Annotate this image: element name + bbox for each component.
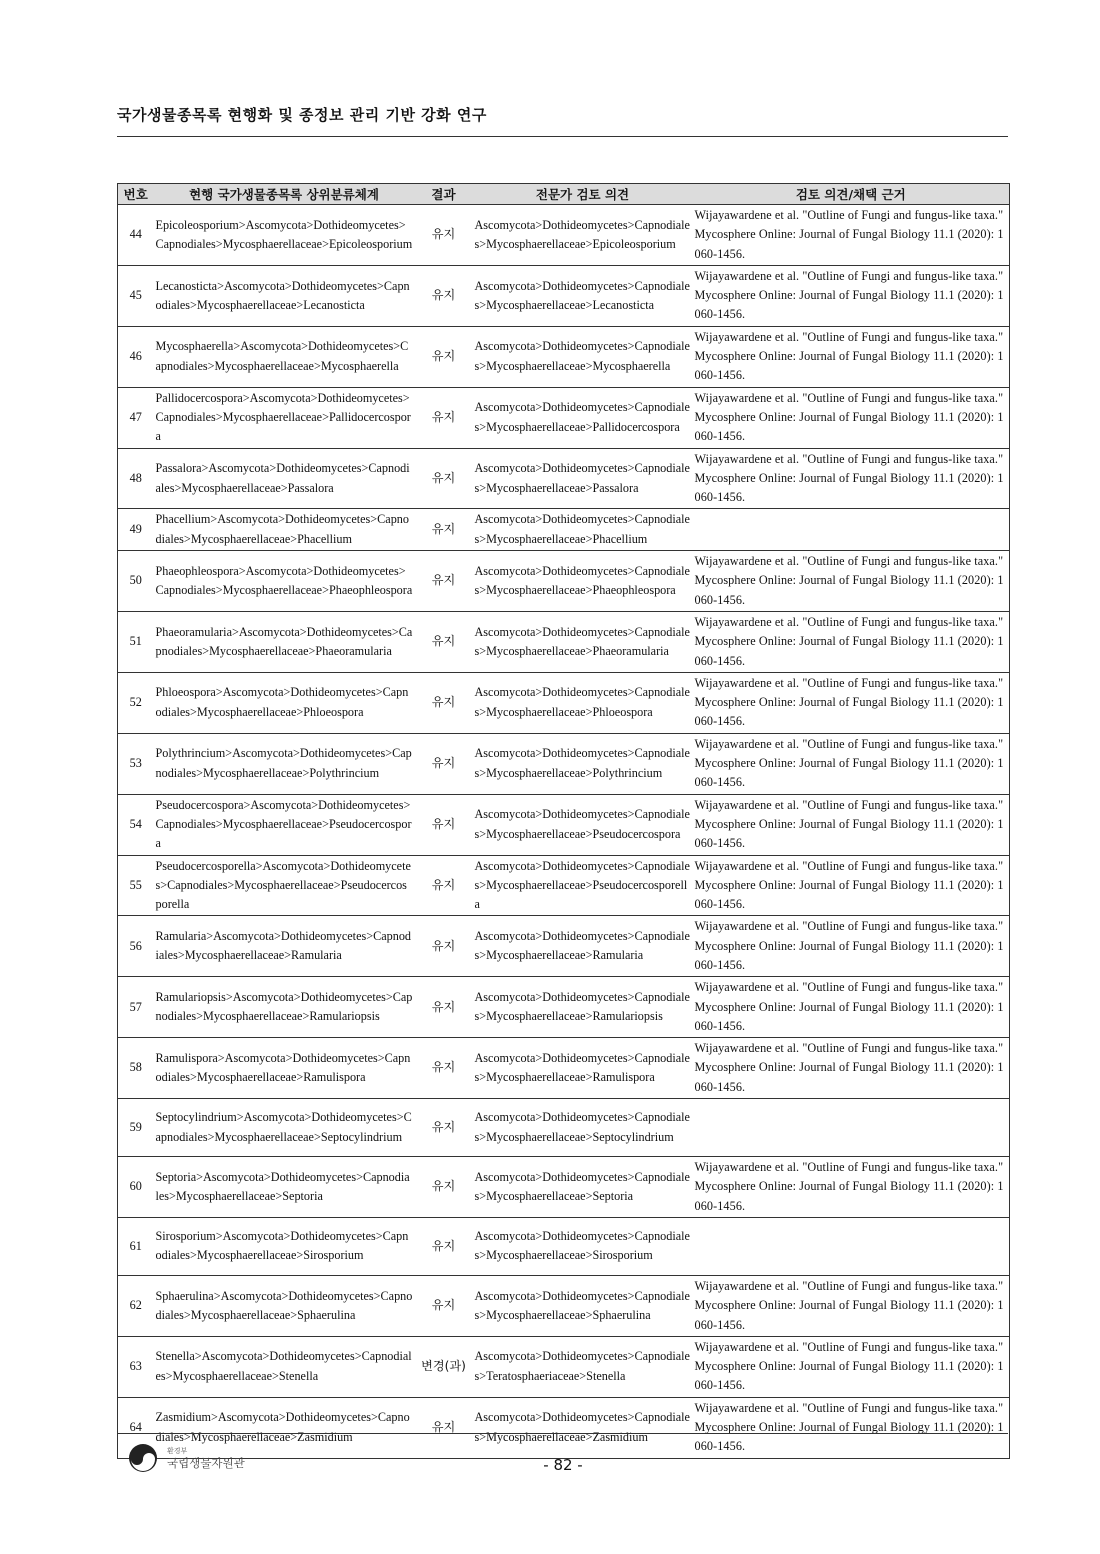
- table-row: [118, 794, 1010, 855]
- table-row: [118, 509, 1010, 551]
- adoption-basis: Wijayawardene et al. "Outline of Fungi and fungus-like taxa." Mycosphere Online: Journal of Fungal Biology 11.1 (2020): 1060-1456.: [693, 205, 1010, 266]
- review-result: 변경(과): [415, 1336, 473, 1397]
- adoption-basis: Wijayawardene et al. "Outline of Fungi and fungus-like taxa." Mycosphere Online: Journal of Fungal Biology 11.1 (2020): 1060-1456.: [693, 1397, 1010, 1458]
- table-row: [118, 1038, 1010, 1099]
- expert-opinion: Ascomycota>Dothideomycetes>Capnodiales>Mycosphaerellaceae>Polythrincium: [473, 733, 693, 794]
- adoption-basis: [693, 509, 1010, 551]
- adoption-basis: Wijayawardene et al. "Outline of Fungi and fungus-like taxa." Mycosphere Online: Journal of Fungal Biology 11.1 (2020): 1060-1456.: [693, 551, 1010, 612]
- review-result: 유지: [415, 1397, 473, 1458]
- expert-opinion: Ascomycota>Dothideomycetes>Capnodiales>Mycosphaerellaceae>Sphaerulina: [473, 1275, 693, 1336]
- review-result: 유지: [415, 1099, 473, 1157]
- review-result: 유지: [415, 265, 473, 326]
- table-row: [118, 387, 1010, 448]
- current-classification: Ramulariopsis>Ascomycota>Dothideomycetes>Capnodiales>Mycosphaerellaceae>Ramulariopsis: [154, 977, 415, 1038]
- current-classification: Stenella>Ascomycota>Dothideomycetes>Capnodiales>Mycosphaerellaceae>Stenella: [154, 1336, 415, 1397]
- current-classification: Pseudocercosporella>Ascomycota>Dothideomycetes>Capnodiales>Mycosphaerellaceae>Pseudocercosporella: [154, 855, 415, 916]
- current-classification: Phacellium>Ascomycota>Dothideomycetes>Capnodiales>Mycosphaerellaceae>Phacellium: [154, 509, 415, 551]
- adoption-basis: [693, 1217, 1010, 1275]
- expert-opinion: Ascomycota>Dothideomycetes>Capnodiales>Mycosphaerellaceae>Septoria: [473, 1157, 693, 1218]
- row-number: 52: [118, 672, 154, 733]
- adoption-basis: Wijayawardene et al. "Outline of Fungi and fungus-like taxa." Mycosphere Online: Journal of Fungal Biology 11.1 (2020): 1060-1456.: [693, 1038, 1010, 1099]
- review-result: 유지: [415, 733, 473, 794]
- adoption-basis: Wijayawardene et al. "Outline of Fungi and fungus-like taxa." Mycosphere Online: Journal of Fungal Biology 11.1 (2020): 1060-1456.: [693, 977, 1010, 1038]
- row-number: 63: [118, 1336, 154, 1397]
- current-classification: Septoria>Ascomycota>Dothideomycetes>Capnodiales>Mycosphaerellaceae>Septoria: [154, 1157, 415, 1218]
- row-number: 60: [118, 1157, 154, 1218]
- taxonomy-review-table: [117, 183, 1010, 1459]
- table-row: [118, 855, 1010, 916]
- expert-opinion: Ascomycota>Dothideomycetes>Capnodiales>Mycosphaerellaceae>Phacellium: [473, 509, 693, 551]
- row-number: 64: [118, 1397, 154, 1458]
- current-classification: Pallidocercospora>Ascomycota>Dothideomycetes>Capnodiales>Mycosphaerellaceae>Pallidocercospora: [154, 387, 415, 448]
- table-row: [118, 1217, 1010, 1275]
- adoption-basis: Wijayawardene et al. "Outline of Fungi and fungus-like taxa." Mycosphere Online: Journal of Fungal Biology 11.1 (2020): 1060-1456.: [693, 733, 1010, 794]
- row-number: 46: [118, 326, 154, 387]
- expert-opinion: Ascomycota>Dothideomycetes>Capnodiales>Mycosphaerellaceae>Sirosporium: [473, 1217, 693, 1275]
- row-number: 53: [118, 733, 154, 794]
- table-row: [118, 265, 1010, 326]
- adoption-basis: Wijayawardene et al. "Outline of Fungi and fungus-like taxa." Mycosphere Online: Journal of Fungal Biology 11.1 (2020): 1060-1456.: [693, 611, 1010, 672]
- row-number: 56: [118, 916, 154, 977]
- row-number: 57: [118, 977, 154, 1038]
- table-row: [118, 448, 1010, 509]
- expert-opinion: Ascomycota>Dothideomycetes>Capnodiales>Mycosphaerellaceae>Phaeophleospora: [473, 551, 693, 612]
- row-number: 61: [118, 1217, 154, 1275]
- expert-opinion: Ascomycota>Dothideomycetes>Capnodiales>Mycosphaerellaceae>Ramulariopsis: [473, 977, 693, 1038]
- page-number: - 82 -: [543, 1456, 583, 1474]
- adoption-basis: Wijayawardene et al. "Outline of Fungi and fungus-like taxa." Mycosphere Online: Journal of Fungal Biology 11.1 (2020): 1060-1456.: [693, 387, 1010, 448]
- table-row: [118, 205, 1010, 266]
- table-row: [118, 551, 1010, 612]
- adoption-basis: Wijayawardene et al. "Outline of Fungi and fungus-like taxa." Mycosphere Online: Journal of Fungal Biology 11.1 (2020): 1060-1456.: [693, 448, 1010, 509]
- expert-opinion: Ascomycota>Dothideomycetes>Capnodiales>Mycosphaerellaceae>Pallidocercospora: [473, 387, 693, 448]
- current-classification: Ramulispora>Ascomycota>Dothideomycetes>Capnodiales>Mycosphaerellaceae>Ramulispora: [154, 1038, 415, 1099]
- taegeuk-logo-icon: [127, 1442, 159, 1474]
- current-classification: Ramularia>Ascomycota>Dothideomycetes>Capnodiales>Mycosphaerellaceae>Ramularia: [154, 916, 415, 977]
- review-result: 유지: [415, 855, 473, 916]
- review-result: 유지: [415, 1275, 473, 1336]
- organization-name: 국립생물자원관: [167, 1456, 245, 1470]
- row-number: 55: [118, 855, 154, 916]
- table-header-row: [118, 184, 1010, 205]
- adoption-basis: [693, 1099, 1010, 1157]
- row-number: 59: [118, 1099, 154, 1157]
- current-classification: Polythrincium>Ascomycota>Dothideomycetes>Capnodiales>Mycosphaerellaceae>Polythrincium: [154, 733, 415, 794]
- row-number: 49: [118, 509, 154, 551]
- table-row: [118, 1099, 1010, 1157]
- review-result: 유지: [415, 205, 473, 266]
- adoption-basis: Wijayawardene et al. "Outline of Fungi and fungus-like taxa." Mycosphere Online: Journal of Fungal Biology 11.1 (2020): 1060-1456.: [693, 265, 1010, 326]
- row-number: 62: [118, 1275, 154, 1336]
- current-classification: Mycosphaerella>Ascomycota>Dothideomycetes>Capnodiales>Mycosphaerellaceae>Mycosphaerella: [154, 326, 415, 387]
- current-classification: Passalora>Ascomycota>Dothideomycetes>Capnodiales>Mycosphaerellaceae>Passalora: [154, 448, 415, 509]
- row-number: 54: [118, 794, 154, 855]
- review-result: 유지: [415, 448, 473, 509]
- table-row: [118, 1275, 1010, 1336]
- row-number: 47: [118, 387, 154, 448]
- expert-opinion: Ascomycota>Dothideomycetes>Capnodiales>Mycosphaerellaceae>Mycosphaerella: [473, 326, 693, 387]
- review-result: 유지: [415, 672, 473, 733]
- row-number: 48: [118, 448, 154, 509]
- ministry-label: 환경부: [167, 1447, 188, 1455]
- current-classification: Sphaerulina>Ascomycota>Dothideomycetes>Capnodiales>Mycosphaerellaceae>Sphaerulina: [154, 1275, 415, 1336]
- page-footer: [117, 1433, 1008, 1484]
- current-classification: Epicoleosporium>Ascomycota>Dothideomycetes>Capnodiales>Mycosphaerellaceae>Epicoleosporium: [154, 205, 415, 266]
- col-header-expert-opinion: 전문가 검토 의견: [473, 184, 693, 205]
- expert-opinion: Ascomycota>Dothideomycetes>Capnodiales>Mycosphaerellaceae>Epicoleosporium: [473, 205, 693, 266]
- expert-opinion: Ascomycota>Dothideomycetes>Capnodiales>Mycosphaerellaceae>Phloeospora: [473, 672, 693, 733]
- review-result: 유지: [415, 1217, 473, 1275]
- expert-opinion: Ascomycota>Dothideomycetes>Capnodiales>Mycosphaerellaceae>Passalora: [473, 448, 693, 509]
- col-header-number: 번호: [118, 184, 154, 205]
- expert-opinion: Ascomycota>Dothideomycetes>Capnodiales>Mycosphaerellaceae>Ramularia: [473, 916, 693, 977]
- current-classification: Phaeoramularia>Ascomycota>Dothideomycetes>Capnodiales>Mycosphaerellaceae>Phaeoramularia: [154, 611, 415, 672]
- current-classification: Phaeophleospora>Ascomycota>Dothideomycetes>Capnodiales>Mycosphaerellaceae>Phaeophleospora: [154, 551, 415, 612]
- expert-opinion: Ascomycota>Dothideomycetes>Capnodiales>Mycosphaerellaceae>Zasmidium: [473, 1397, 693, 1458]
- review-result: 유지: [415, 1038, 473, 1099]
- col-header-basis: 검토 의견/채택 근거: [693, 184, 1010, 205]
- current-classification: Pseudocercospora>Ascomycota>Dothideomycetes>Capnodiales>Mycosphaerellaceae>Pseudocercospora: [154, 794, 415, 855]
- review-result: 유지: [415, 326, 473, 387]
- expert-opinion: Ascomycota>Dothideomycetes>Capnodiales>Mycosphaerellaceae>Pseudocercosporella: [473, 855, 693, 916]
- review-result: 유지: [415, 1157, 473, 1218]
- current-classification: Zasmidium>Ascomycota>Dothideomycetes>Capnodiales>Mycosphaerellaceae>Zasmidium: [154, 1397, 415, 1458]
- row-number: 44: [118, 205, 154, 266]
- review-result: 유지: [415, 916, 473, 977]
- expert-opinion: Ascomycota>Dothideomycetes>Capnodiales>Mycosphaerellaceae>Ramulispora: [473, 1038, 693, 1099]
- adoption-basis: Wijayawardene et al. "Outline of Fungi and fungus-like taxa." Mycosphere Online: Journal of Fungal Biology 11.1 (2020): 1060-1456.: [693, 916, 1010, 977]
- adoption-basis: Wijayawardene et al. "Outline of Fungi and fungus-like taxa." Mycosphere Online: Journal of Fungal Biology 11.1 (2020): 1060-1456.: [693, 1157, 1010, 1218]
- review-result: 유지: [415, 977, 473, 1038]
- adoption-basis: Wijayawardene et al. "Outline of Fungi and fungus-like taxa." Mycosphere Online: Journal of Fungal Biology 11.1 (2020): 1060-1456.: [693, 794, 1010, 855]
- col-header-current-classification: 현행 국가생물종목록 상위분류체계: [154, 184, 415, 205]
- table-row: [118, 977, 1010, 1038]
- table-row: [118, 326, 1010, 387]
- adoption-basis: Wijayawardene et al. "Outline of Fungi and fungus-like taxa." Mycosphere Online: Journal of Fungal Biology 11.1 (2020): 1060-1456.: [693, 855, 1010, 916]
- table-row: [118, 672, 1010, 733]
- current-classification: Phloeospora>Ascomycota>Dothideomycetes>Capnodiales>Mycosphaerellaceae>Phloeospora: [154, 672, 415, 733]
- expert-opinion: Ascomycota>Dothideomycetes>Capnodiales>Mycosphaerellaceae>Lecanosticta: [473, 265, 693, 326]
- adoption-basis: Wijayawardene et al. "Outline of Fungi and fungus-like taxa." Mycosphere Online: Journal of Fungal Biology 11.1 (2020): 1060-1456.: [693, 326, 1010, 387]
- current-classification: Lecanosticta>Ascomycota>Dothideomycetes>Capnodiales>Mycosphaerellaceae>Lecanosticta: [154, 265, 415, 326]
- table-row: [118, 1336, 1010, 1397]
- table-row: [118, 733, 1010, 794]
- table-row: [118, 1157, 1010, 1218]
- review-result: 유지: [415, 794, 473, 855]
- row-number: 58: [118, 1038, 154, 1099]
- adoption-basis: Wijayawardene et al. "Outline of Fungi and fungus-like taxa." Mycosphere Online: Journal of Fungal Biology 11.1 (2020): 1060-1456.: [693, 1336, 1010, 1397]
- row-number: 50: [118, 551, 154, 612]
- expert-opinion: Ascomycota>Dothideomycetes>Capnodiales>Mycosphaerellaceae>Phaeoramularia: [473, 611, 693, 672]
- table-row: [118, 611, 1010, 672]
- expert-opinion: Ascomycota>Dothideomycetes>Capnodiales>Teratosphaeriaceae>Stenella: [473, 1336, 693, 1397]
- table-body: [118, 205, 1010, 1459]
- expert-opinion: Ascomycota>Dothideomycetes>Capnodiales>Mycosphaerellaceae>Septocylindrium: [473, 1099, 693, 1157]
- adoption-basis: Wijayawardene et al. "Outline of Fungi and fungus-like taxa." Mycosphere Online: Journal of Fungal Biology 11.1 (2020): 1060-1456.: [693, 1275, 1010, 1336]
- expert-opinion: Ascomycota>Dothideomycetes>Capnodiales>Mycosphaerellaceae>Pseudocercospora: [473, 794, 693, 855]
- review-result: 유지: [415, 551, 473, 612]
- current-classification: Sirosporium>Ascomycota>Dothideomycetes>Capnodiales>Mycosphaerellaceae>Sirosporium: [154, 1217, 415, 1275]
- review-result: 유지: [415, 387, 473, 448]
- row-number: 45: [118, 265, 154, 326]
- current-classification: Septocylindrium>Ascomycota>Dothideomycetes>Capnodiales>Mycosphaerellaceae>Septocylindrium: [154, 1099, 415, 1157]
- col-header-result: 결과: [415, 184, 473, 205]
- review-result: 유지: [415, 509, 473, 551]
- page-header: [117, 100, 1008, 137]
- row-number: 51: [118, 611, 154, 672]
- table-row: [118, 916, 1010, 977]
- adoption-basis: Wijayawardene et al. "Outline of Fungi and fungus-like taxa." Mycosphere Online: Journal of Fungal Biology 11.1 (2020): 1060-1456.: [693, 672, 1010, 733]
- review-result: 유지: [415, 611, 473, 672]
- document-title: 국가생물종목록 현행화 및 종정보 관리 기반 강화 연구: [117, 106, 487, 124]
